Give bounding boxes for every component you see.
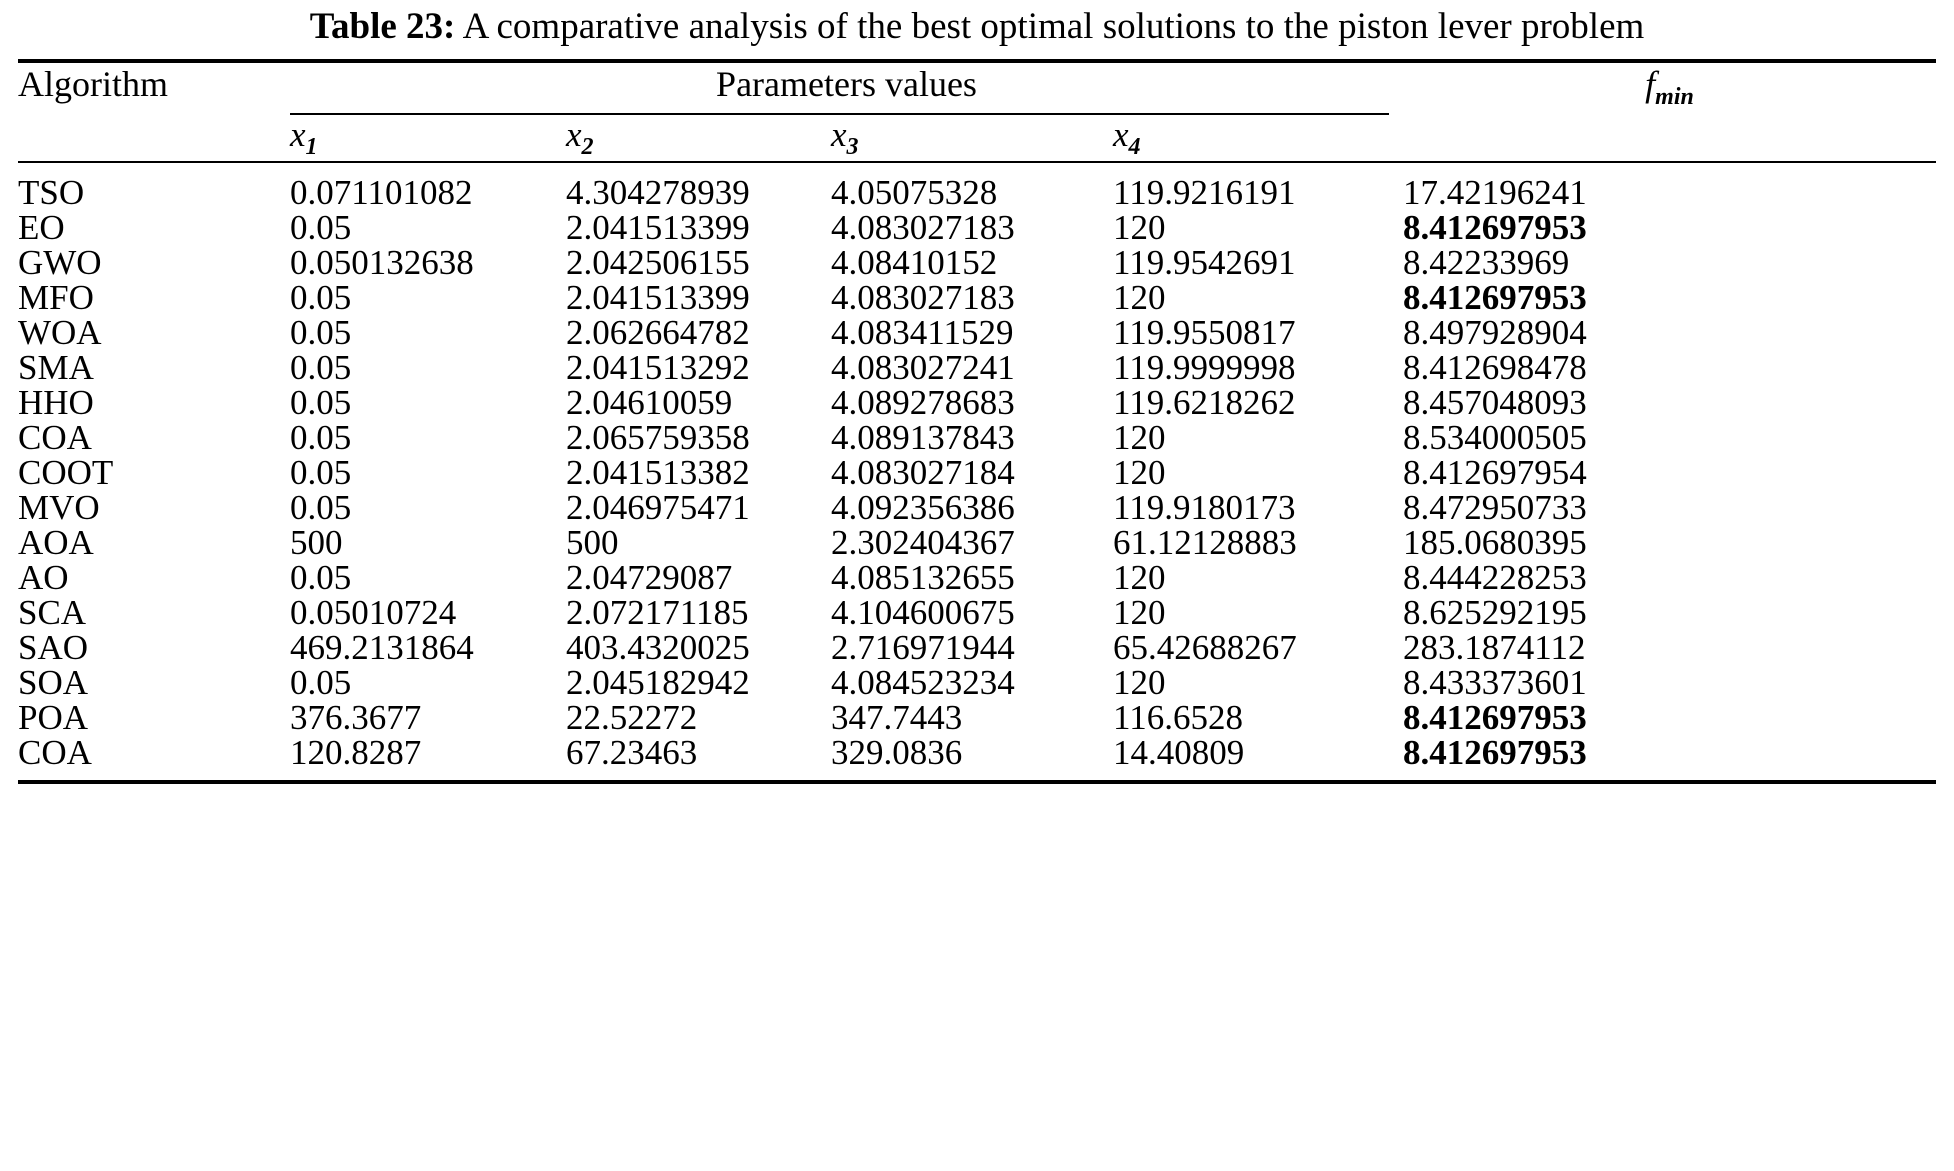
cell-x2: 2.072171185 — [566, 593, 749, 632]
table-header-row — [18, 63, 1936, 115]
cell-x4: 120 — [1113, 208, 1166, 247]
cell-x2: 2.062664782 — [566, 313, 750, 352]
cell-x1: 0.05010724 — [290, 593, 457, 632]
subheader-x1-subscript: 1 — [305, 134, 318, 160]
cell-x3: 4.083027241 — [831, 348, 1015, 387]
table-row — [18, 245, 1936, 280]
cell-x2: 2.041513292 — [566, 348, 750, 387]
cell-x2: 2.065759358 — [566, 418, 750, 457]
cell-fmin: 8.457048093 — [1403, 383, 1587, 422]
cell-x1: 469.2131864 — [290, 628, 474, 667]
cell-x3: 2.302404367 — [831, 523, 1015, 562]
cell-fmin: 17.42196241 — [1403, 173, 1587, 212]
cell-x2: 2.041513399 — [566, 278, 750, 317]
cell-algorithm: SOA — [18, 663, 89, 702]
cell-x2: 2.045182942 — [566, 663, 750, 702]
table-row — [18, 665, 1936, 700]
cell-x1: 0.05 — [290, 208, 352, 247]
cell-algorithm: TSO — [18, 173, 85, 212]
cell-x1: 0.05 — [290, 558, 352, 597]
cell-x4: 119.9542691 — [1113, 243, 1296, 282]
header-parameters-label: Parameters values — [716, 64, 977, 104]
cell-x4: 120 — [1113, 453, 1166, 492]
table-row — [18, 630, 1936, 665]
cell-x4: 120 — [1113, 663, 1166, 702]
cell-algorithm: GWO — [18, 243, 102, 282]
cell-x4: 120 — [1113, 558, 1166, 597]
cell-x3: 4.083027183 — [831, 278, 1015, 317]
cell-fmin: 8.412697954 — [1403, 453, 1587, 492]
cell-x1: 0.050132638 — [290, 243, 474, 282]
header-fmin-subscript: min — [1655, 84, 1694, 111]
cell-fmin: 8.412697953 — [1403, 733, 1587, 772]
cell-x3: 4.089137843 — [831, 418, 1015, 457]
header-fmin-symbol: f — [1645, 64, 1656, 104]
table-subheader-row — [18, 115, 1936, 161]
cell-algorithm: MFO — [18, 278, 94, 317]
cell-x1: 0.071101082 — [290, 173, 473, 212]
cell-x3: 4.083411529 — [831, 313, 1014, 352]
subheader-x3 — [831, 115, 1113, 161]
table-row — [18, 525, 1936, 560]
cell-x2: 2.041513382 — [566, 453, 750, 492]
subheader-x3-subscript: 3 — [846, 134, 859, 160]
cell-x3: 4.083027183 — [831, 208, 1015, 247]
cell-x2: 67.23463 — [566, 733, 698, 772]
header-parameters-group — [290, 63, 1403, 115]
cell-algorithm: COOT — [18, 453, 114, 492]
cell-x1: 376.3677 — [290, 698, 422, 737]
table-row — [18, 280, 1936, 315]
cell-x3: 4.08410152 — [831, 243, 998, 282]
table-row — [18, 595, 1936, 630]
table-row — [18, 455, 1936, 490]
table-row — [18, 420, 1936, 455]
cell-algorithm: AOA — [18, 523, 94, 562]
cell-x1: 120.8287 — [290, 733, 422, 772]
cell-fmin: 8.42233969 — [1403, 243, 1570, 282]
table-body — [18, 163, 1936, 780]
table-row — [18, 560, 1936, 595]
cell-algorithm: EO — [18, 208, 65, 247]
cell-fmin: 8.412697953 — [1403, 208, 1587, 247]
cell-x1: 0.05 — [290, 383, 352, 422]
cell-x3: 4.104600675 — [831, 593, 1015, 632]
cell-fmin: 8.412697953 — [1403, 698, 1587, 737]
table-row — [18, 700, 1936, 735]
cell-x3: 4.089278683 — [831, 383, 1015, 422]
cell-x1: 0.05 — [290, 663, 352, 702]
subheader-x4 — [1113, 115, 1403, 161]
table-row — [18, 350, 1936, 385]
cell-x2: 2.04729087 — [566, 558, 733, 597]
header-parameters-rule — [290, 113, 1389, 115]
cell-x3: 4.085132655 — [831, 558, 1015, 597]
cell-algorithm: SCA — [18, 593, 87, 632]
cell-x4: 61.12128883 — [1113, 523, 1297, 562]
cell-x1: 500 — [290, 523, 343, 562]
table-row — [18, 210, 1936, 245]
cell-x4: 119.9999998 — [1113, 348, 1296, 387]
cell-x1: 0.05 — [290, 313, 352, 352]
cell-fmin: 8.412698478 — [1403, 348, 1587, 387]
subheader-x3-symbol: x — [831, 115, 847, 154]
subheader-x2-symbol: x — [566, 115, 582, 154]
cell-fmin: 8.444228253 — [1403, 558, 1587, 597]
cell-x4: 116.6528 — [1113, 698, 1243, 737]
cell-x2: 4.304278939 — [566, 173, 750, 212]
cell-x3: 347.7443 — [831, 698, 963, 737]
subheader-x2-subscript: 2 — [581, 134, 594, 160]
header-fmin — [1403, 63, 1936, 115]
cell-x3: 2.716971944 — [831, 628, 1015, 667]
subheader-x1 — [290, 115, 566, 161]
table-row — [18, 490, 1936, 525]
cell-x2: 2.042506155 — [566, 243, 750, 282]
subheader-fmin-blank — [1403, 115, 1936, 161]
table-row — [18, 175, 1936, 210]
cell-x3: 4.083027184 — [831, 453, 1015, 492]
cell-x3: 4.092356386 — [831, 488, 1015, 527]
cell-algorithm: SMA — [18, 348, 94, 387]
cell-algorithm: HHO — [18, 383, 94, 422]
cell-algorithm: MVO — [18, 488, 100, 527]
cell-x2: 2.04610059 — [566, 383, 733, 422]
cell-x4: 119.9216191 — [1113, 173, 1296, 212]
cell-x2: 22.52272 — [566, 698, 698, 737]
cell-x4: 120 — [1113, 593, 1166, 632]
cell-x2: 403.4320025 — [566, 628, 750, 667]
table-row — [18, 385, 1936, 420]
cell-algorithm: AO — [18, 558, 69, 597]
cell-algorithm: POA — [18, 698, 89, 737]
cell-algorithm: SAO — [18, 628, 89, 667]
table-row — [18, 735, 1936, 770]
cell-fmin: 8.534000505 — [1403, 418, 1587, 457]
cell-fmin: 8.412697953 — [1403, 278, 1587, 317]
cell-algorithm: WOA — [18, 313, 102, 352]
cell-fmin: 8.625292195 — [1403, 593, 1587, 632]
subheader-blank — [18, 115, 290, 161]
cell-x4: 14.40809 — [1113, 733, 1245, 772]
cell-algorithm: COA — [18, 733, 92, 772]
cell-x2: 2.046975471 — [566, 488, 750, 527]
cell-fmin: 8.433373601 — [1403, 663, 1587, 702]
cell-x4: 65.42688267 — [1113, 628, 1297, 667]
subheader-x4-subscript: 4 — [1128, 134, 1141, 160]
cell-fmin: 8.472950733 — [1403, 488, 1587, 527]
comparison-table-body — [18, 163, 1936, 780]
cell-x3: 4.084523234 — [831, 663, 1015, 702]
cell-fmin: 185.0680395 — [1403, 523, 1587, 562]
cell-x4: 119.9180173 — [1113, 488, 1296, 527]
cell-algorithm: COA — [18, 418, 92, 457]
subheader-x1-symbol: x — [290, 115, 306, 154]
cell-x4: 120 — [1113, 278, 1166, 317]
cell-x4: 119.9550817 — [1113, 313, 1296, 352]
cell-x2: 2.041513399 — [566, 208, 750, 247]
cell-x1: 0.05 — [290, 348, 352, 387]
cell-x1: 0.05 — [290, 278, 352, 317]
cell-x3: 329.0836 — [831, 733, 963, 772]
caption-label: Table 23: — [309, 6, 456, 47]
cell-x2: 500 — [566, 523, 619, 562]
caption-text: A comparative analysis of the best optimal solutions to the piston lever problem — [462, 6, 1645, 47]
header-algorithm: Algorithm — [18, 64, 168, 104]
table-caption — [18, 0, 1936, 59]
cell-fmin: 8.497928904 — [1403, 313, 1587, 352]
cell-x1: 0.05 — [290, 418, 352, 457]
cell-x4: 119.6218262 — [1113, 383, 1296, 422]
comparison-table — [18, 63, 1936, 161]
subheader-x4-symbol: x — [1113, 115, 1129, 154]
cell-fmin: 283.1874112 — [1403, 628, 1586, 667]
table-bottom-rule — [18, 780, 1936, 784]
cell-x1: 0.05 — [290, 488, 352, 527]
cell-x4: 120 — [1113, 418, 1166, 457]
table-row — [18, 315, 1936, 350]
cell-x1: 0.05 — [290, 453, 352, 492]
subheader-x2 — [566, 115, 831, 161]
cell-x3: 4.05075328 — [831, 173, 998, 212]
